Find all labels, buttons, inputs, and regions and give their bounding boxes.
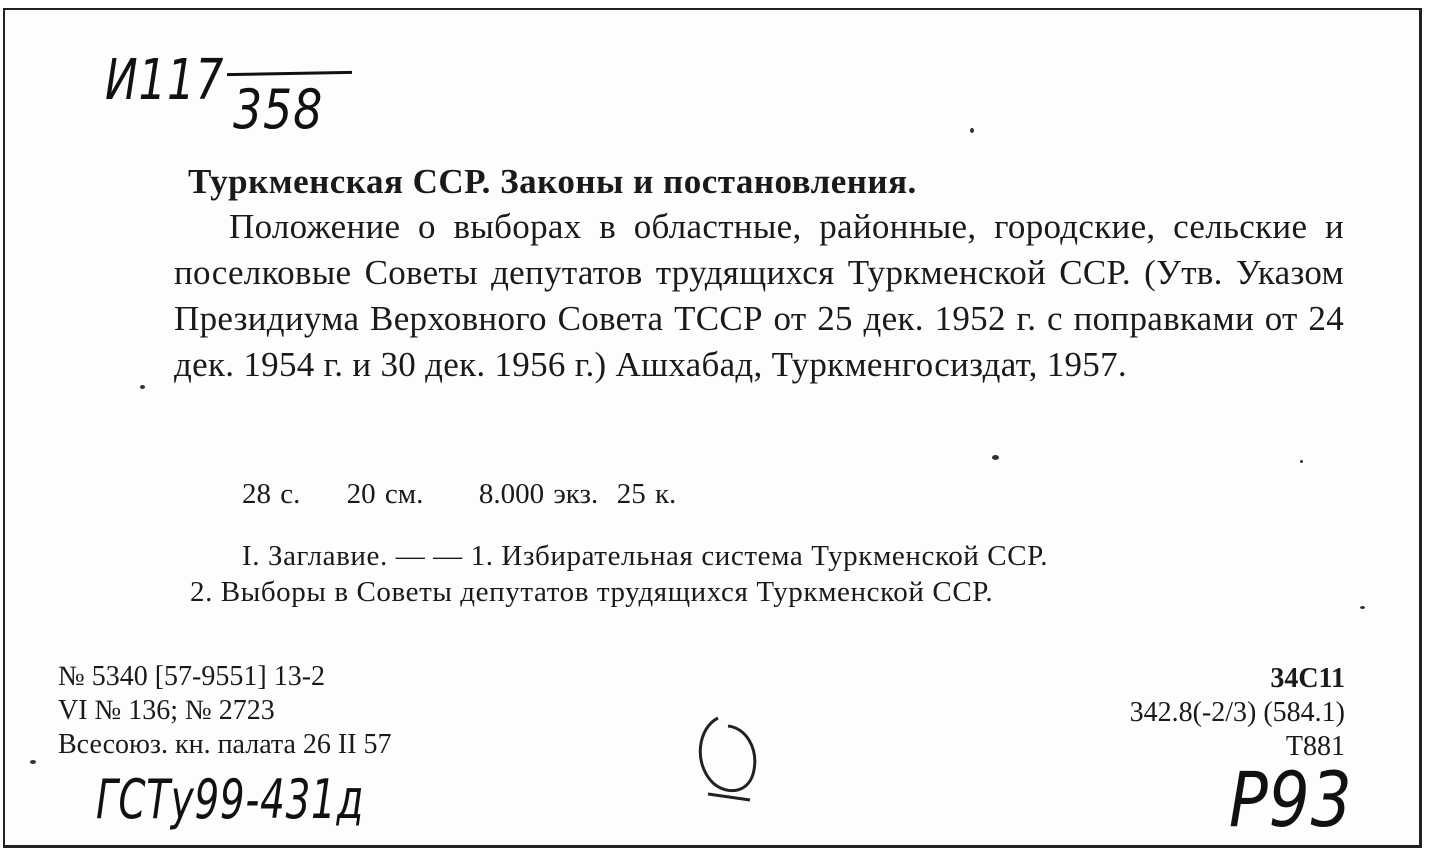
registration-line-3: Всесоюз. кн. палата 26 II 57 (58, 729, 392, 760)
speck (992, 455, 999, 460)
physical-description (242, 478, 676, 511)
registration-info (58, 660, 392, 762)
handwritten-note-left: ГСТу99-431д (96, 768, 365, 831)
speck (970, 128, 974, 133)
shelf-mark-number: 358 (233, 78, 324, 141)
shelf-mark: И117 (105, 48, 225, 113)
speck (1300, 460, 1303, 463)
shelf-mark-fraction-line (227, 71, 352, 76)
classification-info (1130, 662, 1345, 764)
copies: 8.000 экз. (478, 478, 599, 510)
stamp-mark-icon (688, 708, 768, 808)
classification-code: 34С11 (1270, 663, 1345, 694)
record-description: Положение о выборах в областные, районные, городские, сельские и поселковые Советы депутатов трудящихся Туркменской ССР. (Утв. Указом Президиума Верховного Совета ТССР от 25 дек. 1952 г. с поправками от 24 дек. 1954 г. и 30 дек. 1956 г.) Ашхабад, Туркменгосиздат, 1957. (174, 207, 1344, 384)
price: 25 к. (616, 478, 677, 510)
handwritten-note-right: Р93 (1229, 755, 1353, 844)
size: 20 см. (346, 478, 424, 510)
speck (1360, 606, 1365, 609)
author-mark: Т881 (1285, 731, 1345, 762)
tracing-line-2: 2. Выборы в Советы депутатов трудящихся Туркменской ССР. (190, 576, 994, 608)
subject-tracings (190, 538, 1048, 610)
speck (30, 760, 36, 764)
bibliographic-record (174, 160, 1344, 388)
registration-line-2: VI № 136; № 2723 (58, 695, 275, 726)
pages: 28 с. (242, 478, 301, 510)
tracing-line-1: I. Заглавие. — — 1. Избирательная система Туркменской ССР. (242, 540, 1049, 572)
udc-code: 342.8(-2/3) (584.1) (1129, 697, 1345, 728)
record-heading: Туркменская ССР. Законы и постановления. (188, 162, 917, 201)
registration-line-1: № 5340 [57-9551] 13-2 (58, 661, 326, 692)
speck (140, 385, 145, 389)
